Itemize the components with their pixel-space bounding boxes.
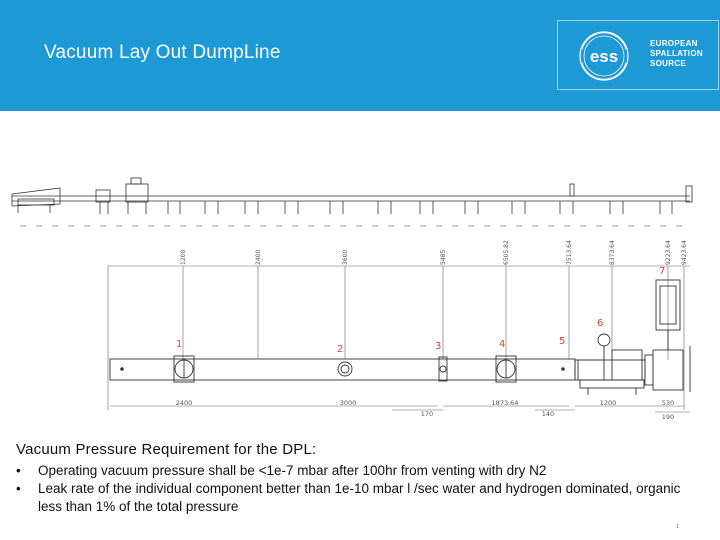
- list-item: [16, 462, 696, 480]
- bullet-icon: •: [16, 481, 21, 496]
- dim-label: 170: [420, 410, 434, 418]
- logo-line-2: SPALLATION: [650, 49, 703, 58]
- logo-line-1: EUROPEAN: [650, 39, 698, 48]
- dim-label: 7513.64: [566, 240, 573, 265]
- dim-label: 190: [661, 413, 675, 420]
- component-label: 2: [337, 344, 344, 355]
- dim-label: 9423.64: [681, 240, 688, 265]
- logo-wordmark: [650, 39, 703, 69]
- page-number: 1: [676, 524, 679, 530]
- bottom-dimension-labels: [176, 399, 674, 420]
- logo-mark-text: ess: [589, 47, 619, 66]
- logo-line-3: SOURCE: [650, 59, 687, 68]
- list-item: [16, 480, 696, 516]
- requirement-text: Leak rate of the individual component better than 1e-10 mbar l /sec water and hydrogen dominated, organic less than 1% of the total pressure: [38, 481, 681, 514]
- dim-label: 3000: [339, 399, 357, 407]
- dim-label: 2400: [175, 399, 193, 407]
- dim-label: 3600: [342, 249, 349, 265]
- dim-label: 1873.64: [491, 399, 519, 407]
- component-label: 3: [435, 341, 442, 352]
- component-number-labels: [176, 266, 665, 355]
- ess-logo-mark-icon: [558, 21, 648, 89]
- component-label: 1: [176, 339, 183, 350]
- dim-label: 6505.82: [503, 240, 510, 265]
- requirements-list: [16, 462, 696, 516]
- component-label: 7: [659, 266, 666, 277]
- ess-logo: [557, 20, 719, 90]
- top-dimension-labels: [180, 240, 688, 265]
- beamline-pipe: [110, 346, 690, 392]
- dim-label: 530: [661, 399, 675, 407]
- dim-label: 2400: [255, 249, 262, 265]
- dim-label: 5485: [440, 249, 447, 265]
- dim-label: 8373.64: [609, 240, 616, 265]
- dim-label: 1200: [599, 399, 617, 407]
- overview-strip: [12, 178, 692, 226]
- dim-label: 140: [541, 410, 555, 418]
- component-label: 6: [597, 318, 604, 329]
- header-banner: [0, 0, 720, 111]
- requirement-text: Operating vacuum pressure shall be <1e-7 mbar after 100hr from venting with dry N2: [38, 463, 547, 478]
- slide-title: Vacuum Lay Out DumpLine: [44, 42, 281, 63]
- component-label: 4: [499, 339, 506, 350]
- component-5-6: [578, 334, 644, 395]
- requirements-heading: Vacuum Pressure Requirement for the DPL:: [16, 441, 317, 458]
- dumpline-vacuum-drawing: [0, 170, 720, 420]
- dim-label: 1200: [180, 249, 187, 265]
- component-label: 5: [559, 336, 566, 347]
- bullet-icon: •: [16, 463, 21, 478]
- dim-label: 9223.64: [665, 240, 672, 265]
